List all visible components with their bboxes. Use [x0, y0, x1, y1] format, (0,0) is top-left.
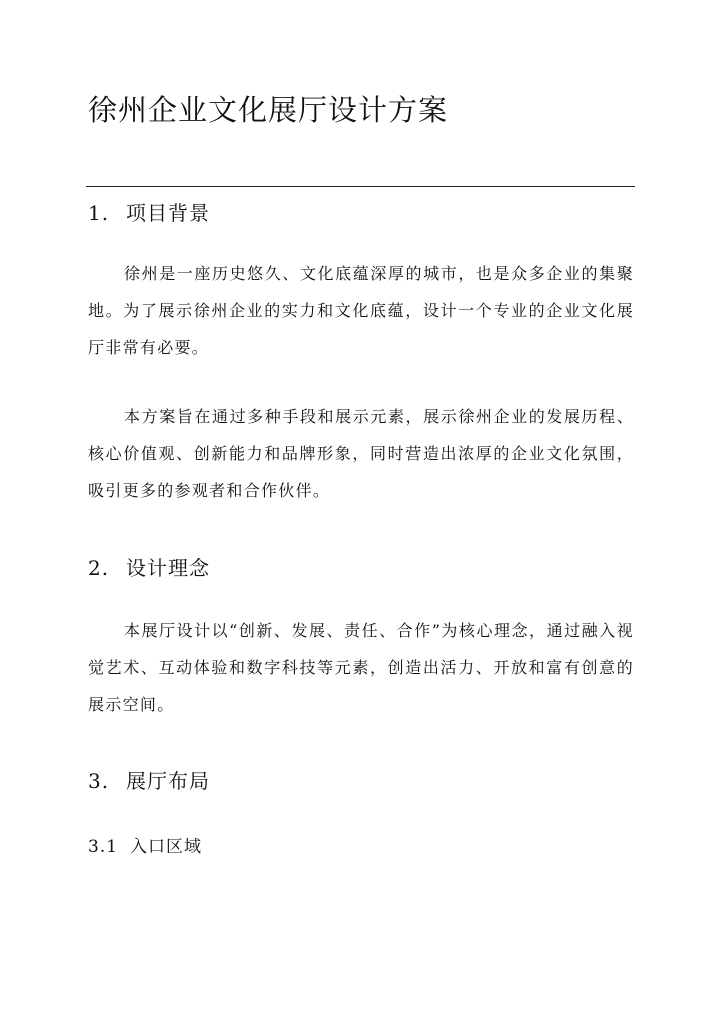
section-number: 2. — [88, 556, 110, 580]
title-divider — [86, 186, 635, 187]
paragraph: 徐州是一座历史悠久、文化底蕴深厚的城市，也是众多企业的集聚地。为了展示徐州企业的实力和文化底蕴，设计一个专业的企业文化展厅非常有必要。 — [88, 264, 634, 357]
section-title: 设计理念 — [126, 556, 210, 580]
section-number: 3. — [88, 769, 110, 793]
section-heading-design-concept — [88, 552, 210, 581]
document-title: 徐州企业文化展厅设计方案 — [88, 93, 449, 127]
section-heading-hall-layout — [88, 765, 210, 794]
section-heading-project-background — [88, 197, 210, 226]
paragraph: 本展厅设计以“创新、发展、责任、合作”为核心理念，通过融入视觉艺术、互动体验和数字科技等元素，创造出活力、开放和富有创意的展示空间。 — [88, 621, 634, 714]
subsection-number: 3.1 — [88, 837, 119, 857]
section-number: 1. — [88, 201, 110, 225]
paragraph: 本方案旨在通过多种手段和展示元素，展示徐州企业的发展历程、核心价值观、创新能力和品牌形象，同时营造出浓厚的企业文化氛围，吸引更多的参观者和合作伙伴。 — [88, 407, 634, 500]
section-title: 展厅布局 — [126, 769, 210, 793]
subsection-heading-entrance-area — [88, 832, 202, 857]
subsection-title: 入口区域 — [130, 837, 202, 857]
section-title: 项目背景 — [126, 201, 210, 225]
